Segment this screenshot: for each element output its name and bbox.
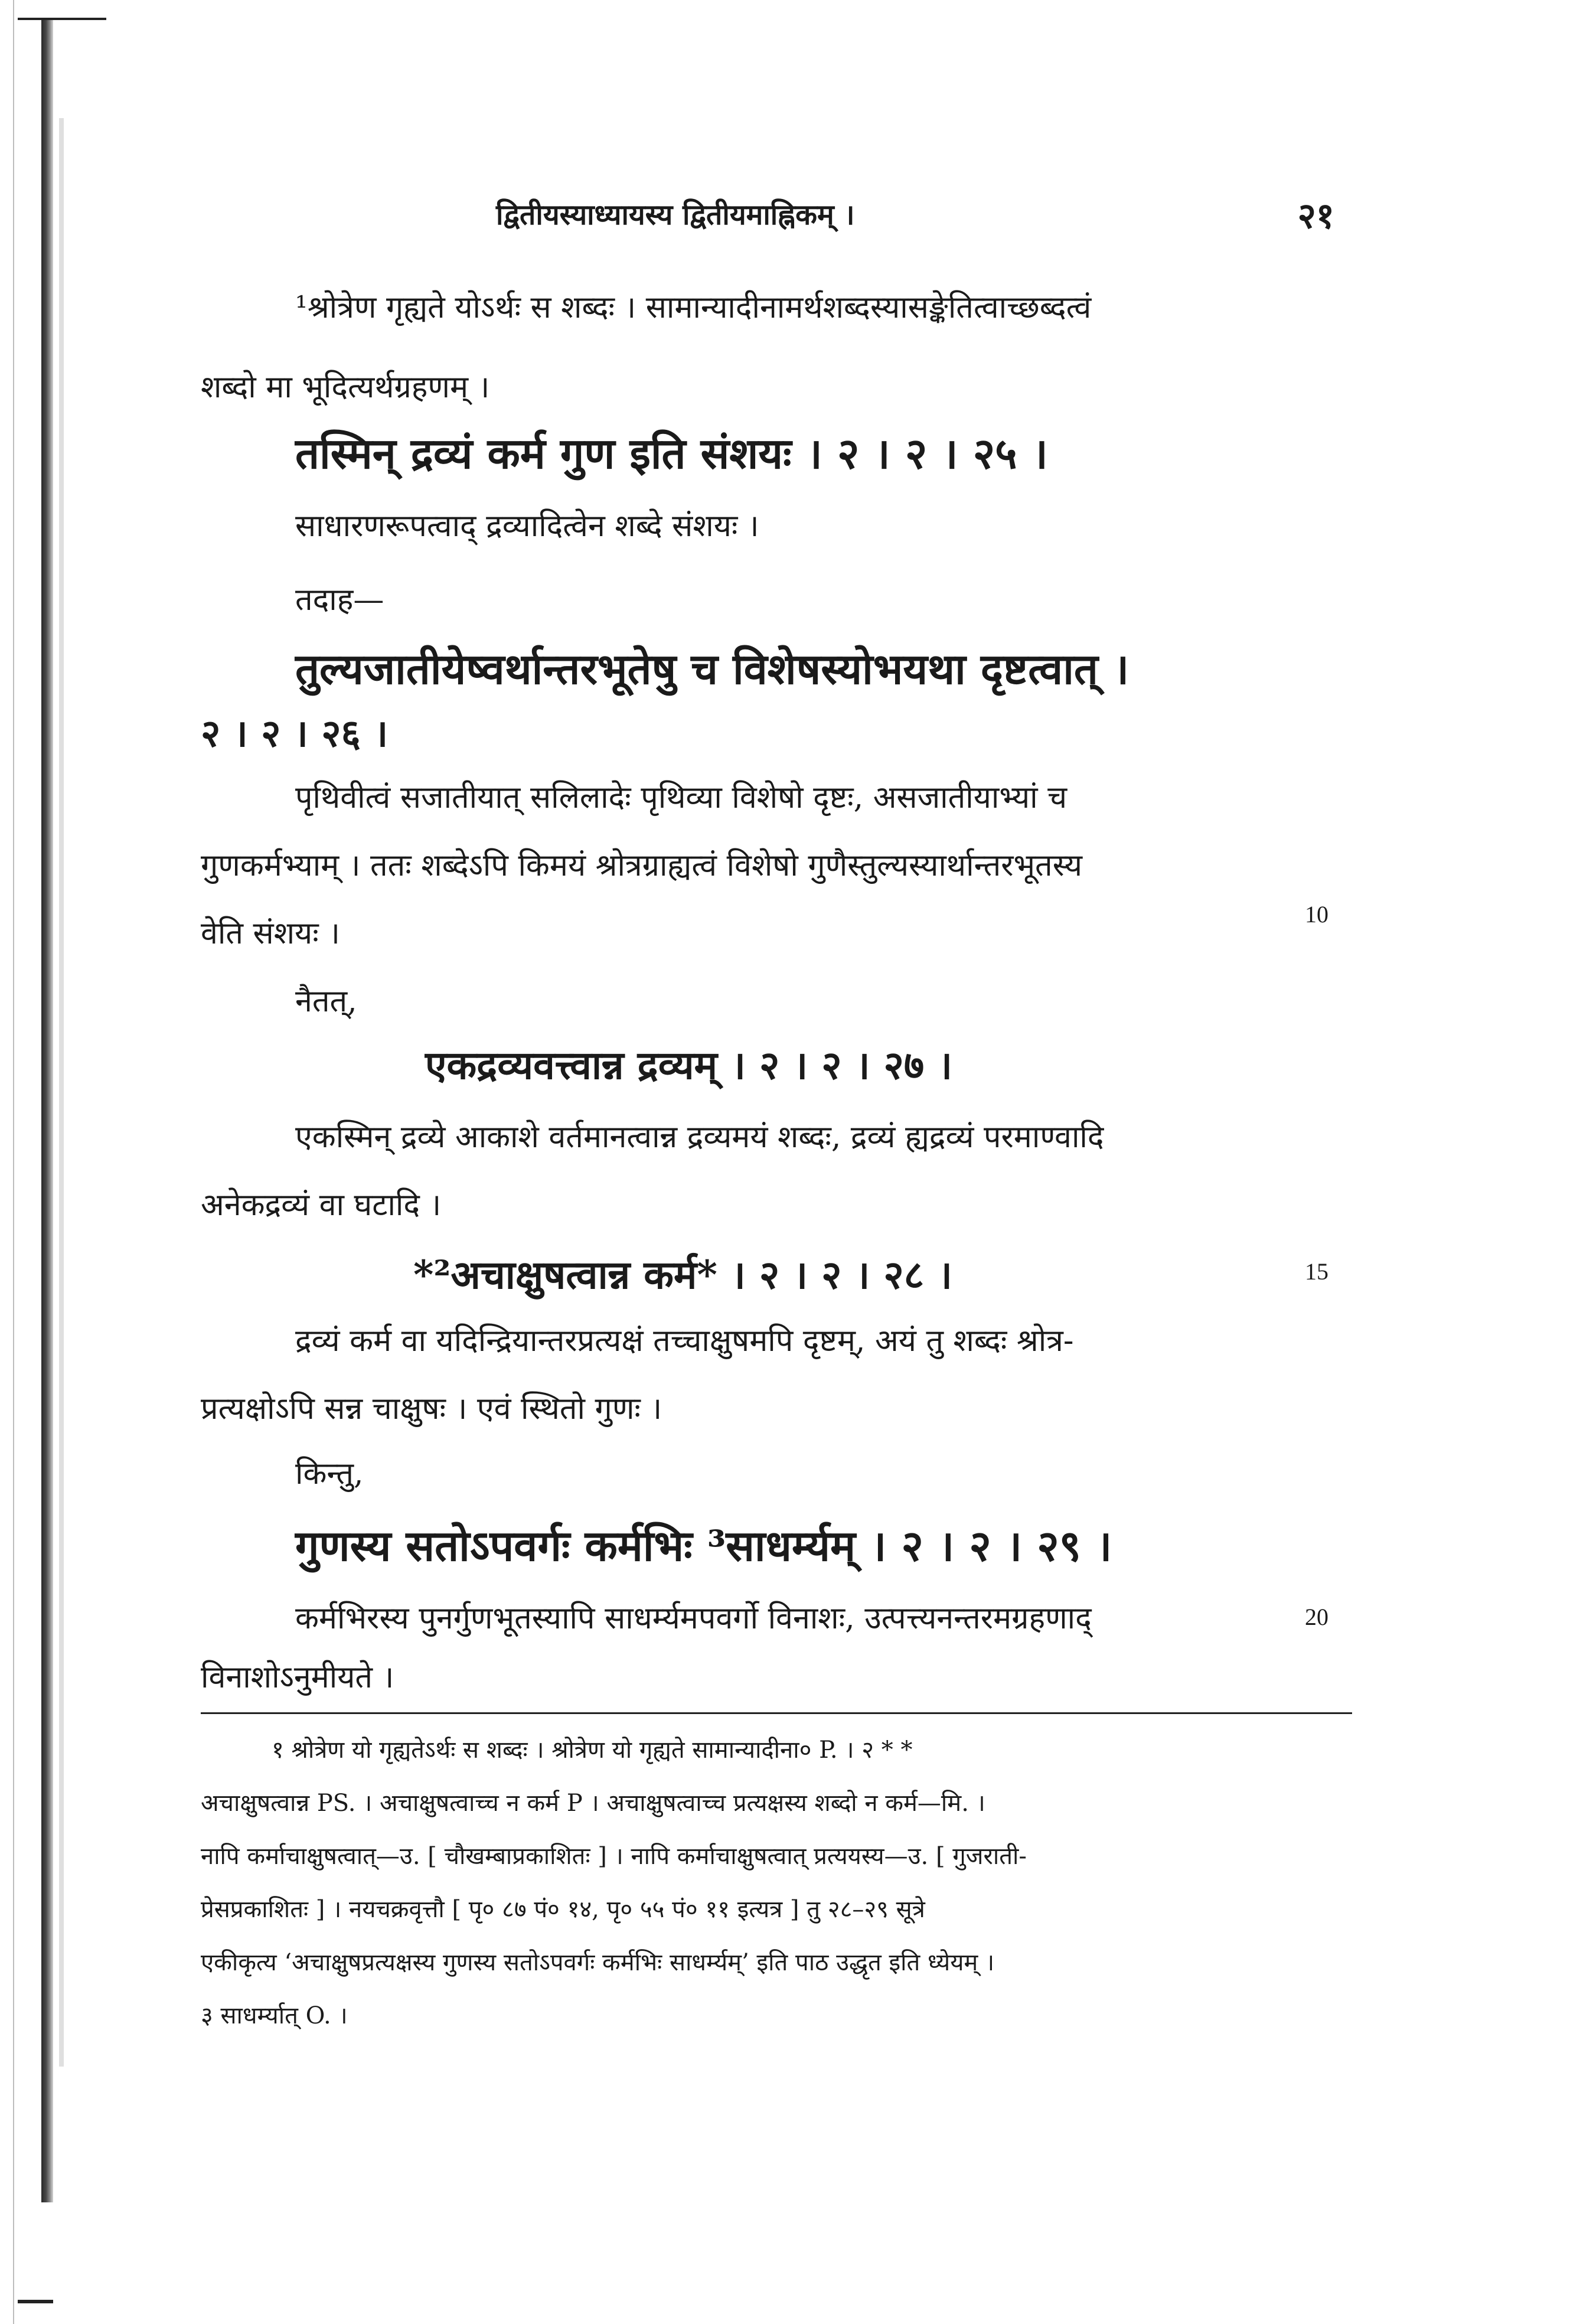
page-edge [0,0,14,2324]
body-line: कर्मभिरस्य पुनर्गुणभूतस्यापि साधर्म्यमपवर्गो विनाशः, उत्पत्त्यनन्तरमग्रहणाद् [295,1601,1092,1636]
page-number: २१ [1297,195,1334,237]
body-line: नैतत्, [295,984,357,1019]
footnote-line: नापि कर्माचाक्षुषत्वात्—उ. [ चौखम्बाप्रकाशितः ] । नापि कर्माचाक्षुषत्वात् प्रत्ययस्य—उ. [ गुजराती- [201,1843,1027,1870]
body-line: पृथिवीत्वं सजातीयात् सलिलादेः पृथिव्या विशेषो दृष्टः, असजातीयाभ्यां च [295,780,1068,815]
footnote-line: १ श्रोत्रेण यो गृह्यतेऽर्थः स शब्दः । श्रोत्रेण यो गृह्यते सामान्यादीना० P. । २ * * [272,1737,913,1764]
body-line: एकस्मिन् द्रव्ये आकाशे वर्तमानत्वान्न द्रव्यमयं शब्दः, द्रव्यं ह्यद्रव्यं परमाण्वादि [295,1119,1104,1155]
sutra-heading: *²अचाक्षुषत्वान्न कर्म* । २ । २ । २८ । [413,1252,953,1298]
body-line: वेति संशयः । [201,916,340,951]
footnote-line: अचाक्षुषत्वान्न PS. । अचाक्षुषत्वाच्च न कर्म P । अचाक्षुषत्वाच्च प्रत्यक्षस्य शब्दो न कर्म—मि. । [201,1790,985,1817]
line-number: 15 [1305,1258,1328,1285]
sutra-heading: तस्मिन् द्रव्यं कर्म गुण इति संशयः । २ । २ । २५ । [295,428,1048,478]
footnote-line: प्रेसप्रकाशितः ] । नयचक्रवृत्तौ [ पृ० ८७ पं० १४, पृ० ५५ पं० ११ इत्यत्र ] तु २८–२९ सूत्रे [201,1896,925,1923]
body-line: द्रव्यं कर्म वा यदिन्द्रियान्तरप्रत्यक्षं तच्चाक्षुषमपि दृष्टम्, अयं तु शब्दः श्रोत्र- [295,1323,1074,1359]
sutra-number: २ । २ । २६ । [201,711,389,756]
body-line: तदाह— [295,582,384,618]
page-header [201,195,1334,242]
sutra-heading: तुल्यजातीयेष्वर्थान्तरभूतेषु च विशेषस्योभयथा दृष्टत्वात् । [295,644,1129,694]
line-number: 20 [1305,1604,1328,1630]
body-line: ¹श्रोत्रेण गृह्यते योऽर्थः स शब्दः । सामान्यादीनामर्थशब्दस्यासङ्केतित्वाच्छब्दत्वं [295,290,1092,325]
footnote-line: एकीकृत्य ‘अचाक्षुषप्रत्यक्षस्य गुणस्य सतोऽपवर्गः कर्मभिः साधर्म्यम्’ इति पाठ उद्धृत इति ध्येयम् । [201,1949,995,1976]
footnote-rule [201,1712,1352,1714]
binding-shadow [41,18,53,2202]
body-line: प्रत्यक्षोऽपि सन्न चाक्षुषः । एवं स्थितो गुणः । [201,1391,662,1427]
body-line: किन्तु, [295,1456,364,1491]
sutra-heading: एकद्रव्यवत्त्वान्न द्रव्यम् । २ । २ । २७ । [425,1042,953,1088]
footnote-line: ३ साधर्म्यात् O. । [201,2002,348,2029]
body-line: साधारणरूपत्वाद् द्रव्यादित्वेन शब्दे संशयः । [295,508,759,544]
body-line: शब्दो मा भूदित्यर्थग्रहणम् । [201,370,490,405]
corner-mark [18,18,106,20]
line-number: 10 [1305,901,1328,928]
body-line: विनाशोऽनुमीयते । [201,1660,394,1695]
binding-shadow-light [59,118,64,2067]
body-line: अनेकद्रव्यं वा घटादि । [201,1187,442,1223]
bottom-mark [18,2300,53,2303]
running-head: द्वितीयस्याध्यायस्य द्वितीयमाह्निकम् । [496,198,855,231]
body-line: गुणकर्मभ्याम् । ततः शब्देऽपि किमयं श्रोत्रग्राह्यत्वं विशेषो गुणैस्तुल्यस्यार्थान्तरभूतस्य [201,848,1083,883]
sutra-heading: गुणस्य सतोऽपवर्गः कर्मभिः ³साधर्म्यम् । २ । २ । २९ । [295,1520,1112,1571]
